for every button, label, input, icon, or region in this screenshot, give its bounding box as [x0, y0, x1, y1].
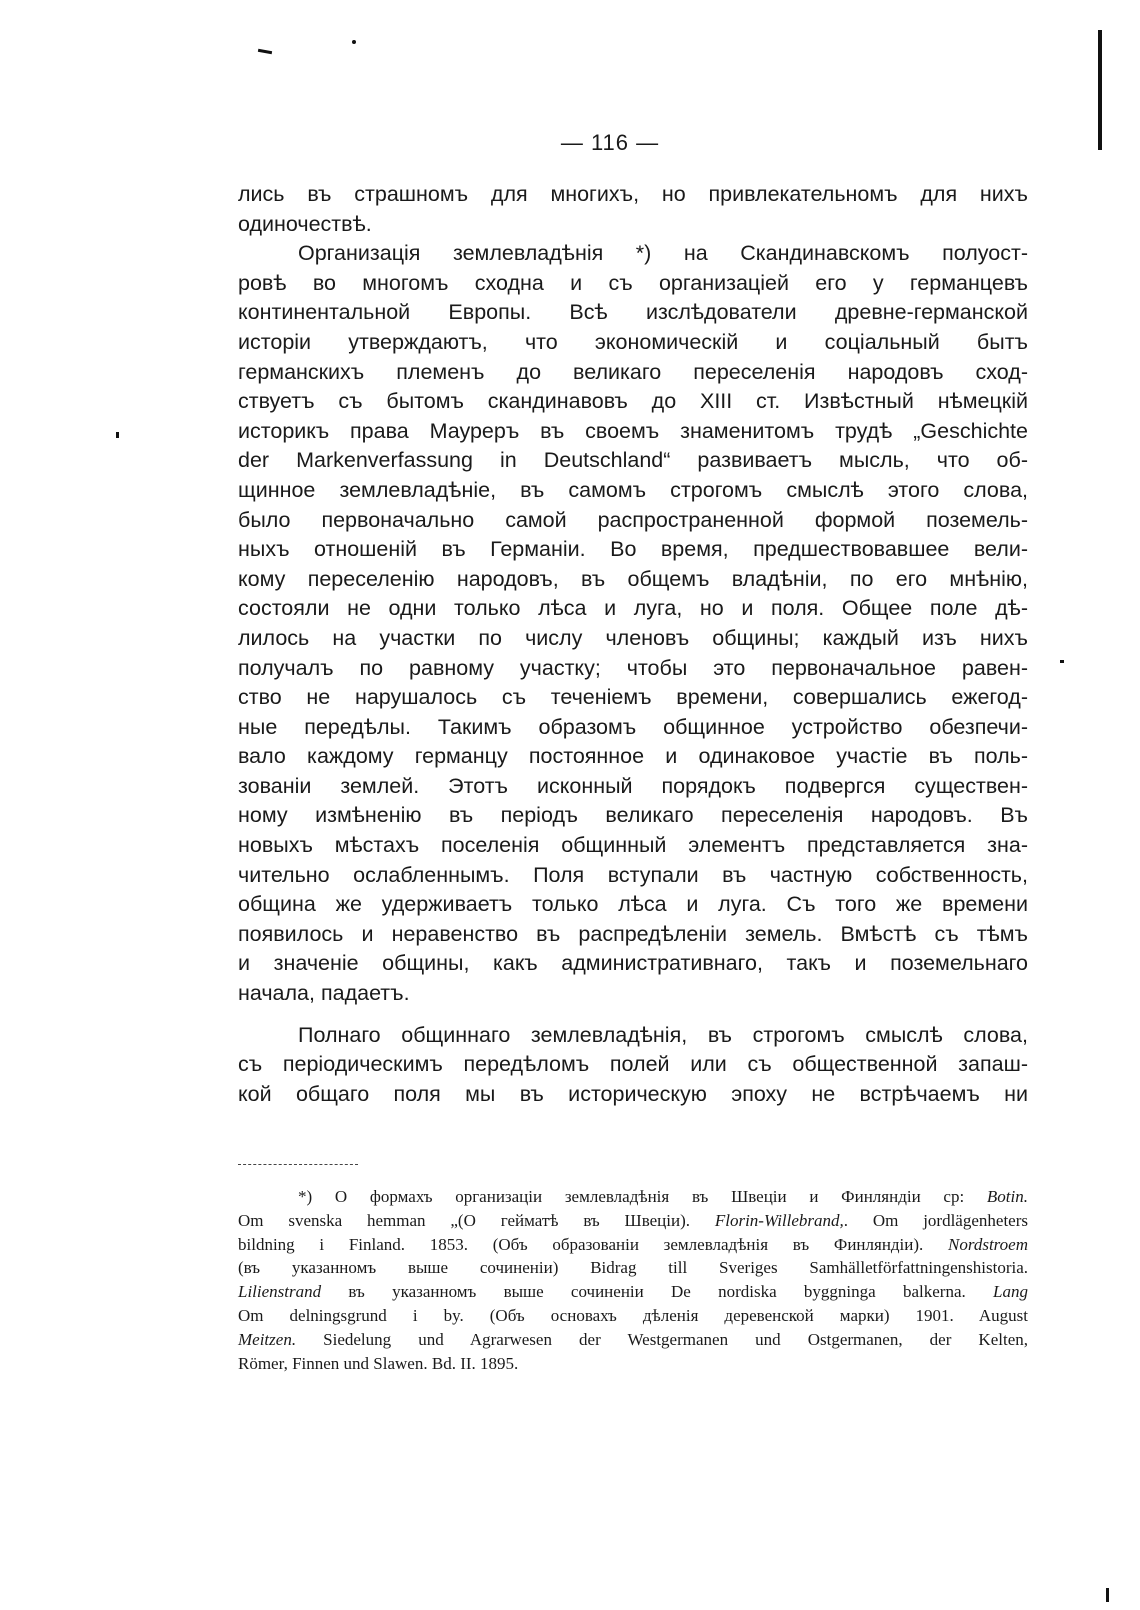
footnote-text: Om delningsgrund i by. (Объ основахъ дѣленія деревенской марки) 1901. August	[238, 1305, 1028, 1325]
text-line: община же удерживаетъ только лѣса и луга. Съ того же времени	[238, 892, 1028, 917]
text-line: начала, падаетъ.	[238, 981, 410, 1006]
text-line: получалъ по равному участку; чтобы это первоначальное равен-	[238, 655, 1028, 680]
footnote-text: Römer, Finnen und Slawen. Bd. II. 1895.	[238, 1353, 519, 1373]
text-line: der Markenverfassung in Deutschland“ развиваетъ мысль, что об-	[238, 448, 1028, 473]
footnote-text: (въ указанномъ выше сочиненіи) Bidrag till Sveriges Samhälletförfattningenshistoria.	[238, 1258, 1028, 1278]
text-line: зованіи землей. Этотъ исконный порядокъ подвергся существен-	[238, 773, 1028, 798]
page-number: — 116 —	[560, 130, 660, 155]
footnote	[238, 1185, 1028, 1375]
text-line: ствуетъ съ бытомъ скандинавовъ до XIII ст. Извѣстный нѣмецкій	[238, 389, 1028, 414]
footnote-divider	[238, 1164, 358, 1165]
footnote-line	[238, 1233, 1028, 1257]
text-line: щинное землевладѣніе, въ самомъ строгомъ смыслѣ этого слова,	[238, 477, 1028, 502]
text-line: континентальной Европы. Всѣ изслѣдователи древне-германской	[238, 300, 1028, 325]
text-line: одиночествѣ.	[238, 211, 372, 236]
footnote-line	[238, 1209, 1028, 1233]
text-line: кой общаго поля мы въ историческую эпоху не встрѣчаемъ ни	[238, 1081, 1028, 1106]
text-line: ныхъ отношеній въ Германіи. Во время, предшествовавшее вели-	[238, 537, 1028, 562]
text-line: чительно ослабленнымъ. Поля вступали въ частную собственность,	[238, 862, 1028, 887]
footnote-text: . Om jordlägenheters	[843, 1210, 1028, 1230]
text-line: исторіи утверждаютъ, что экономическій и соціальный бытъ	[238, 329, 1028, 354]
text-line: съ періодическимъ передѣломъ полей или съ общественной запаш-	[238, 1052, 1028, 1077]
text-line: новыхъ мѣстахъ поселенія общинный элементъ представляется зна-	[238, 833, 1028, 858]
text-line: было первоначально самой распространенной формой поземель-	[238, 507, 1028, 532]
footnote-text: *) О формахъ организаціи землевладѣнія въ Швеціи и Финляндіи ср:	[298, 1187, 987, 1206]
text-line: Полнаго общиннаго землевладѣнія, въ строгомъ смыслѣ слова,	[298, 1022, 1028, 1047]
scan-speck	[352, 40, 356, 44]
text-line: лись въ страшномъ для многихъ, но привлекательномъ для нихъ	[238, 182, 1028, 206]
text-line: ство не нарушалось съ теченіемъ времени, совершались ежегод-	[238, 685, 1028, 710]
footnote-text: bildning i Finland. 1853. (Объ образованіи землевладѣнія въ Финляндіи).	[238, 1234, 949, 1254]
text-line: ровѣ во многомъ сходна и съ организаціей его у германцевъ	[238, 270, 1028, 295]
footnote-author: Lang	[993, 1282, 1028, 1302]
text-line: состояли не одни только лѣса и луга, но и поля. Общее поле дѣ-	[238, 596, 1028, 621]
footnote-author: Meitzen.	[238, 1329, 297, 1349]
scan-speck	[1106, 1588, 1109, 1602]
text-line: германскихъ племенъ до великаго переселенія народовъ сход-	[238, 359, 1028, 384]
text-line: Организація землевладѣнія *) на Скандинавскомъ полуост-	[298, 241, 1028, 266]
footnote-author: Botin.	[986, 1187, 1028, 1206]
scan-speck	[1060, 660, 1064, 663]
text-line: вало каждому германцу постоянное и одинаковое участіе въ поль-	[238, 744, 1028, 769]
footnote-line	[238, 1328, 1028, 1352]
footnote-line	[238, 1304, 1028, 1328]
footnote-author: Lilienstrand	[238, 1282, 322, 1302]
text-line: кому переселенію народовъ, въ общемъ владѣніи, по его мнѣнію,	[238, 566, 1028, 591]
footnote-text: Om svenska hemman „(О гейматѣ въ Швеціи).	[238, 1210, 715, 1230]
footnote-line	[238, 1352, 1028, 1376]
text-line: и значеніе общины, какъ административнаго, такъ и поземельнаго	[238, 951, 1028, 976]
footnote-line	[238, 1280, 1028, 1304]
text-line: лилось на участки по числу членовъ общины; каждый изъ нихъ	[238, 625, 1028, 650]
footnote-text: Siedelung und Agrarwesen der Westgermanen und Ostgermanen, der Kelten,	[296, 1329, 1028, 1349]
scan-speck	[258, 49, 272, 54]
footnote-text: въ указанномъ выше сочиненіи De nordiska byggninga balkerna.	[321, 1282, 994, 1302]
footnote-author: Florin-Willebrand,	[714, 1210, 844, 1230]
footnote-line	[238, 1256, 1028, 1280]
footnote-author: Nordstroem	[948, 1234, 1028, 1254]
scan-speck	[116, 432, 119, 438]
text-line: историкъ права Маурeръ въ своемъ знаменитомъ трудѣ „Geschichte	[238, 418, 1028, 443]
text-line: ные передѣлы. Такимъ образомъ общинное устройство обезпечи-	[238, 714, 1028, 739]
text-line: ному измѣненію въ періодъ великаго переселенія народовъ. Въ	[238, 803, 1028, 828]
footnote-line	[238, 1185, 1028, 1209]
text-line: появилось и неравенство въ распредѣленіи земель. Вмѣстѣ съ тѣмъ	[238, 921, 1028, 946]
main-text	[238, 180, 1028, 1109]
